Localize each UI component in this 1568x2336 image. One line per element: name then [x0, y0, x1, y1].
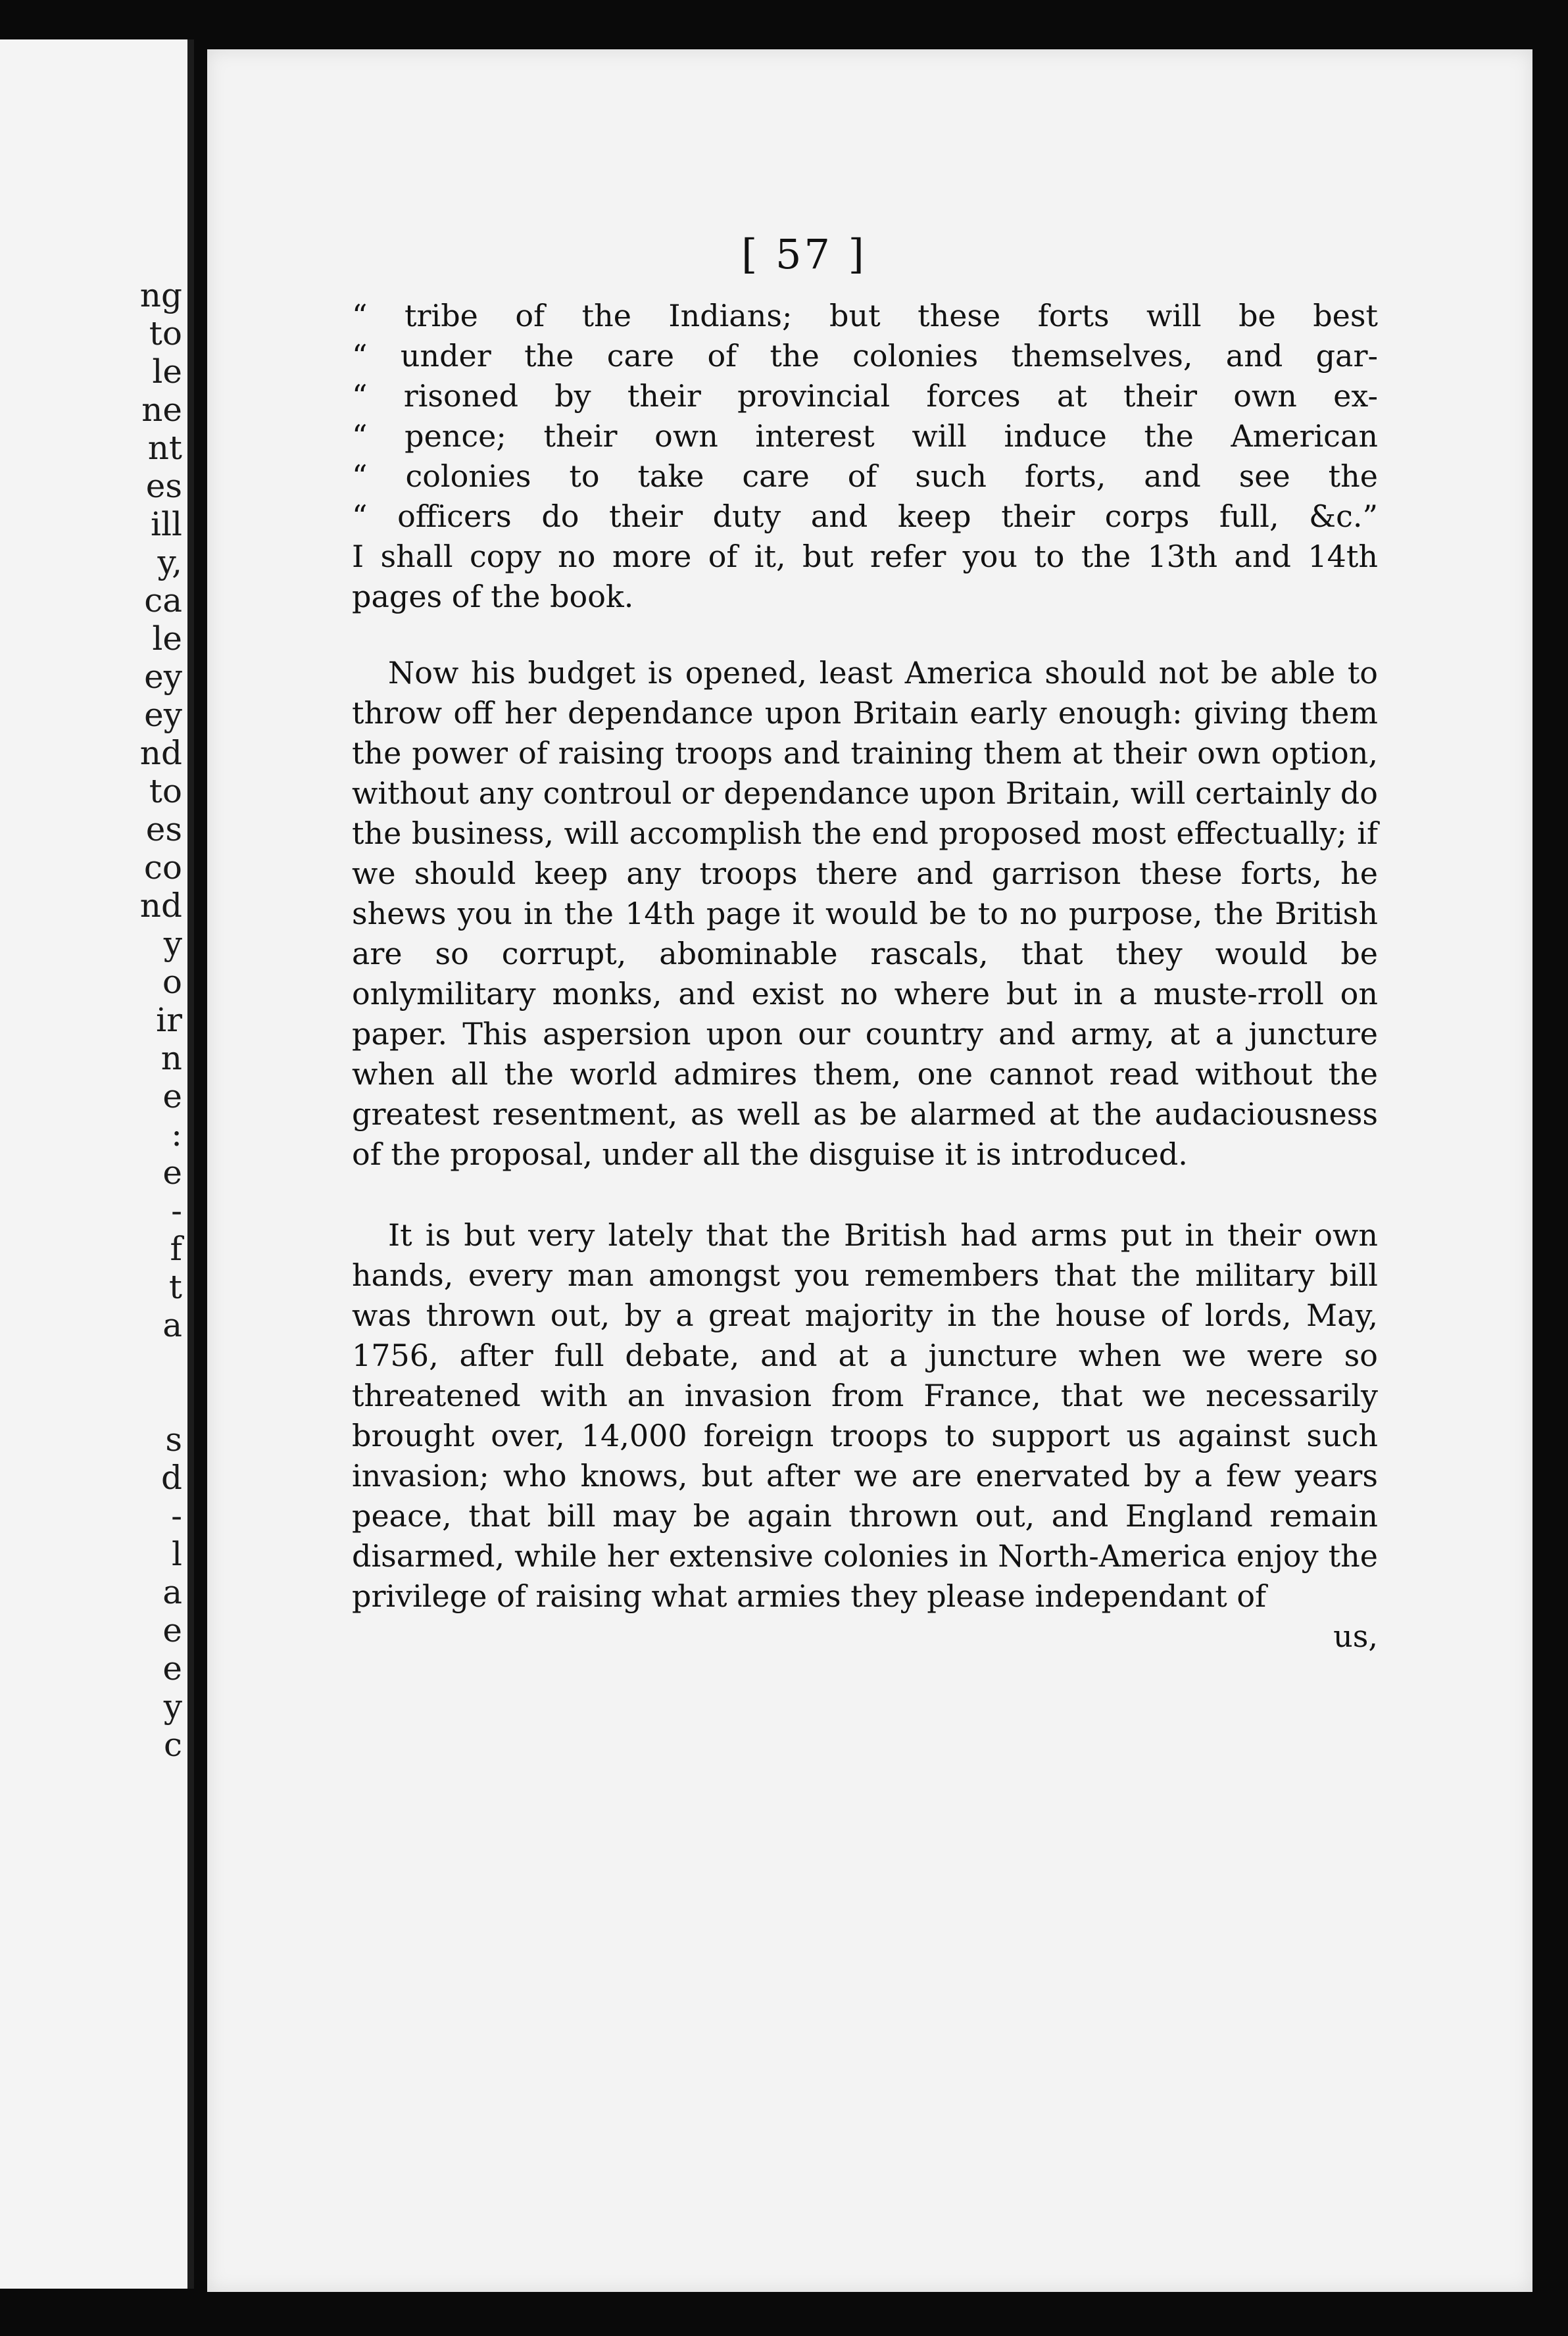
left-fragment: e: [162, 1077, 182, 1115]
left-fragment: ng: [139, 276, 182, 314]
left-fragment: y: [163, 1688, 182, 1726]
left-fragment: to: [149, 772, 182, 810]
left-page-fragments: [140, 276, 182, 1764]
left-fragment: e: [162, 1649, 182, 1688]
left-fragment: nd: [139, 887, 182, 925]
quote-line: “ colonies to take care of such forts, and see the: [352, 458, 1378, 494]
left-fragment: s: [165, 1421, 182, 1459]
left-fragment: es: [145, 810, 182, 848]
paragraph-budget: Now his budget is opened, least America should not be able to throw off her dependance upon Britain early enough: giving them the power of raising troops and training them at their own option, without any controul or dependance upon Britain, will certainly do the business, will accomplish the end proposed most effectually; if we should keep any troops there and garrison these forts, he shews you in the 14th page it would be to no purpose, the British are so corrupt, abominable rascals, that they would be onlymilitary monks, and exist no where but in a muste-rroll on paper. This aspersion upon our country and army, at a juncture when all the world admires them, one cannot read without the greatest resentment, as well as be alarmed at the audaciousness of the proposal, under all the disguise it is introduced.: [352, 655, 1378, 1172]
left-fragment: es: [145, 467, 182, 505]
left-fragment: nt: [147, 429, 182, 467]
quote-line: “ tribe of the Indians; but these forts will be best: [352, 298, 1378, 333]
left-fragment: y,: [157, 543, 182, 581]
left-fragment: ne: [141, 391, 182, 429]
catchword: us,: [1333, 1618, 1378, 1654]
left-fragment: co: [143, 848, 182, 887]
left-fragment: ca: [144, 581, 182, 620]
left-fragment: -: [171, 1497, 182, 1535]
left-fragment: le: [152, 353, 182, 391]
quote-line: “ under the care of the colonies themselves, and gar-: [352, 338, 1378, 374]
left-fragment: a: [162, 1573, 182, 1611]
left-fragment: le: [152, 620, 182, 658]
quoted-passage: [352, 296, 1378, 537]
left-fragment: ey: [144, 696, 182, 734]
left-fragment: t: [168, 1268, 182, 1306]
left-fragment: -: [171, 1192, 182, 1230]
quote-line: “ risoned by their provincial forces at their own ex-: [352, 378, 1378, 414]
left-fragment: to: [149, 314, 182, 353]
left-fragment: nd: [139, 734, 182, 772]
left-fragment: [140, 1344, 182, 1382]
paragraph-copy-reference: I shall copy no more of it, but refer you to the 13th and 14th pages of the book.: [352, 539, 1378, 614]
left-fragment: o: [162, 963, 182, 1001]
left-fragment: n: [160, 1039, 182, 1077]
page-number-header: [ 57 ]: [741, 230, 867, 278]
left-fragment: y: [163, 925, 182, 963]
left-fragment: a: [162, 1306, 182, 1344]
quote-line: “ pence; their own interest will induce the American: [352, 418, 1378, 454]
paragraph-military-bill: It is but very lately that the British had arms put in their own hands, every man amongst you remembers that the military bill was thrown out, by a great majority in the house of lords, May, 1756, after full debate, and at a juncture when we were so threatened with an invasion from France, that we necessarily brought over, 14,000 foreign troops to support us against such invasion; who knows, but after we are enervated by a few years peace, that bill may be again thrown out, and England remain disarmed, while her extensive colonies in North-America enjoy the privilege of raising what armies they please independant of: [352, 1217, 1378, 1614]
left-fragment: e: [162, 1154, 182, 1192]
left-fragment: ill: [151, 505, 182, 543]
left-fragment: e: [162, 1611, 182, 1649]
left-fragment: f: [170, 1230, 182, 1268]
page-body: [352, 296, 1378, 1657]
book-page: [207, 49, 1532, 2292]
quote-line: “ officers do their duty and keep their corps full, &c.”: [352, 499, 1378, 534]
left-fragment: :: [171, 1115, 182, 1154]
left-fragment: ir: [156, 1001, 182, 1039]
left-fragment: [140, 1382, 182, 1421]
left-fragment: c: [163, 1726, 182, 1764]
left-fragment: d: [160, 1459, 182, 1497]
left-fragment: ey: [144, 658, 182, 696]
left-page-edge: [0, 39, 194, 2289]
left-fragment: l: [172, 1535, 182, 1573]
